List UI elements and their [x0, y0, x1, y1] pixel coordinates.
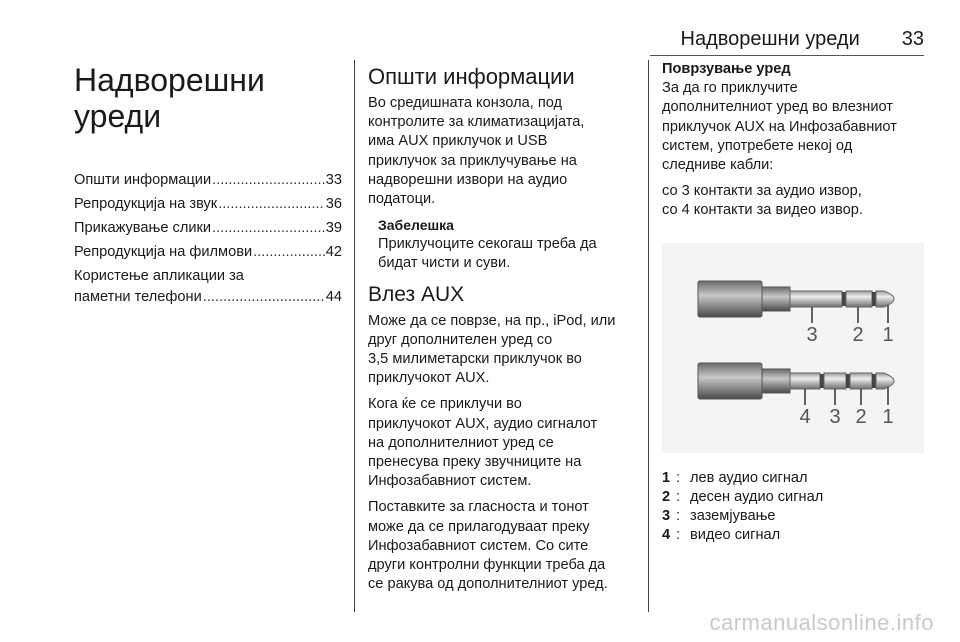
toc-label: Репродукција на звук	[74, 196, 218, 212]
legend-text: видео сигнал	[690, 527, 781, 544]
legend-text: десен аудио сигнал	[690, 488, 824, 505]
chapter-title-line: уреди	[74, 98, 162, 134]
section-heading: Влез AUX	[368, 282, 465, 306]
legend-text: заземјување	[690, 508, 776, 525]
legend-row	[662, 507, 932, 526]
legend-row	[662, 469, 932, 488]
legend-row	[662, 526, 932, 545]
table-of-contents	[74, 170, 342, 308]
legend-key: 4	[662, 527, 671, 544]
legend-sep: :	[676, 508, 681, 525]
paragraph: Може да се поврзе, на пр., iPod, или друг дополнителен уред со 3,5 милиметарски приклучок во приклучокот AUX.	[368, 312, 616, 387]
figure-label: 3	[806, 323, 818, 346]
figure-label: 4	[799, 405, 811, 428]
chapter-title	[74, 62, 342, 134]
figure-label: 2	[855, 405, 867, 428]
toc-page: 42	[325, 244, 342, 260]
jack-plug-figure	[662, 243, 924, 453]
paragraph: Во средишната конзола, под контролите за климатизацијата, има AUX приклучок и USB приклучок за приклучување на надворешни извори на аудио податоци.	[368, 95, 585, 208]
chapter-column	[74, 60, 342, 612]
general-info-column	[368, 60, 636, 612]
toc-leader	[212, 218, 325, 239]
four-contact-plug	[698, 363, 894, 428]
figure-label: 3	[829, 405, 841, 428]
column-divider	[648, 60, 649, 612]
toc-item[interactable]	[74, 194, 342, 215]
running-header-title: Надворешни уреди	[680, 28, 860, 50]
figure-label: 1	[882, 405, 894, 428]
watermark-text: carmanualsonline.info	[709, 610, 934, 635]
paragraph: со 3 контакти за аудио извор, со 4 контакти за видео извор.	[662, 183, 863, 219]
subsection-heading: Поврзување уред	[662, 61, 791, 77]
three-contact-plug	[698, 281, 894, 346]
legend-sep: :	[676, 488, 681, 505]
toc-leader	[253, 242, 325, 263]
toc-leader	[218, 194, 325, 215]
toc-page: 44	[325, 289, 342, 305]
plug-illustration	[662, 243, 924, 453]
toc-label: паметни телефони	[74, 289, 202, 305]
toc-item[interactable]	[74, 218, 342, 239]
legend-row	[662, 488, 932, 507]
note-title: Забелешка	[378, 217, 454, 234]
legend-key: 1	[662, 469, 671, 486]
legend-sep: :	[676, 527, 681, 544]
toc-leader	[203, 287, 325, 308]
toc-page: 39	[325, 220, 342, 236]
page-number: 33	[901, 28, 924, 50]
section-heading: Општи информации	[368, 64, 575, 89]
toc-item[interactable]	[74, 266, 342, 308]
legend-sep: :	[676, 469, 681, 486]
chapter-title-line: Надворешни	[74, 62, 265, 98]
toc-page: 36	[325, 196, 342, 212]
toc-page: 33	[325, 172, 342, 188]
toc-item[interactable]	[74, 242, 342, 263]
toc-label: Прикажување слики	[74, 220, 212, 236]
paragraph: Поставките за гласноста и тонот може да се прилагодуваат преку Инфозабавниот систем. Со сите други контролни функции треба да се ракува од дополнителниот уред.	[368, 499, 608, 593]
figure-legend	[662, 469, 932, 546]
toc-label: Репродукција на филмови	[74, 244, 253, 260]
paragraph: Кога ќе се приклучи во приклучокот AUX, аудио сигналот на дополнителниот уред се пренесува преку звучниците на Инфозабавниот систем.	[368, 396, 598, 490]
running-header	[650, 26, 924, 56]
legend-text: лев аудио сигнал	[690, 469, 808, 486]
figure-label: 1	[882, 323, 894, 346]
toc-leader	[212, 170, 325, 191]
connect-device-column	[662, 60, 932, 612]
toc-item[interactable]	[74, 170, 342, 191]
toc-label: Општи информации	[74, 172, 212, 188]
figure-label: 2	[852, 323, 864, 346]
toc-label-line: Користење апликации за	[74, 268, 244, 284]
note-block	[378, 216, 636, 273]
column-divider	[354, 60, 355, 612]
note-text: Приклучоците секогаш треба да бидат чисти и суви.	[378, 236, 597, 272]
legend-key: 3	[662, 508, 671, 525]
paragraph: За да го приклучите дополнителниот уред во влезниот приклучок AUX на Инфозабавниот систем, употребете некој од следниве кабли:	[662, 80, 897, 174]
legend-key: 2	[662, 488, 671, 505]
